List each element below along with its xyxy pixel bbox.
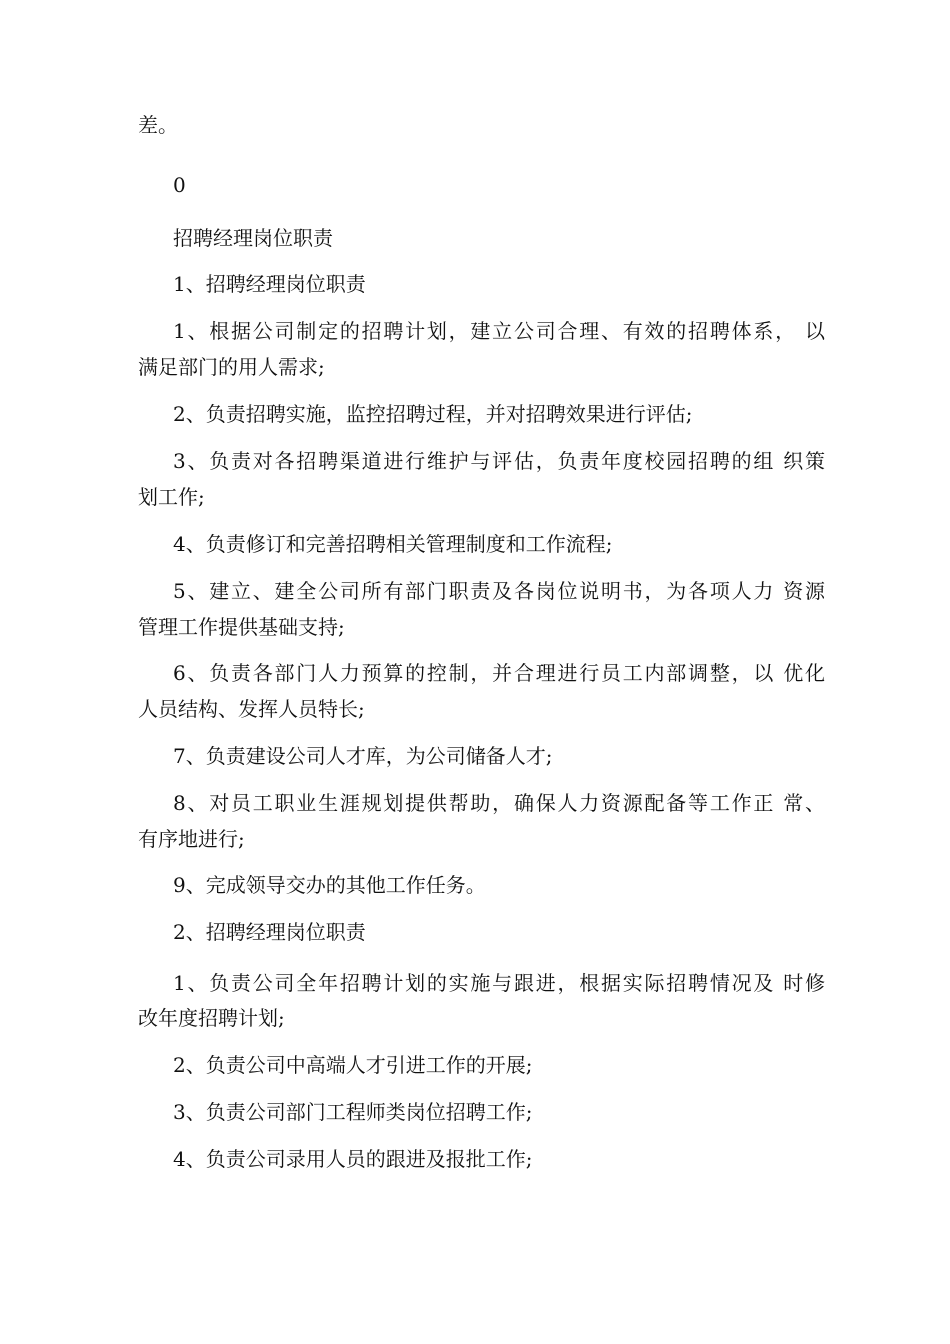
text-line: 9、完成领导交办的其他工作任务。 xyxy=(173,873,486,897)
subsection-heading: 2、招聘经理岗位职责 xyxy=(173,920,366,944)
text-line: 2、负责招聘实施，监控招聘过程，并对招聘效果进行评估; xyxy=(173,402,693,426)
text-line: 改年度招聘计划; xyxy=(138,1006,285,1030)
text-line: 管理工作提供基础支持; xyxy=(138,615,345,639)
text-line: 1、负责公司全年招聘计划的实施与跟进，根据实际招聘情况及 时修 xyxy=(173,971,825,995)
text-line: 划工作; xyxy=(138,485,205,509)
text-line: 人员结构、发挥人员特长; xyxy=(138,697,365,721)
text-line: 4、负责公司录用人员的跟进及报批工作; xyxy=(173,1147,533,1171)
text-line: 1、根据公司制定的招聘计划，建立公司合理、有效的招聘体系， 以 xyxy=(173,319,825,343)
text-line: 差。 xyxy=(138,113,178,137)
text-line: 满足部门的用人需求; xyxy=(138,355,325,379)
text-line: 0 xyxy=(173,173,186,197)
text-line: 有序地进行; xyxy=(138,827,245,851)
text-line: 8、对员工职业生涯规划提供帮助，确保人力资源配备等工作正 常、 xyxy=(173,791,825,815)
text-line: 3、负责公司部门工程师类岗位招聘工作; xyxy=(173,1100,533,1124)
text-line: 3、负责对各招聘渠道进行维护与评估，负责年度校园招聘的组 织策 xyxy=(173,449,825,473)
text-line: 6、负责各部门人力预算的控制，并合理进行员工内部调整，以 优化 xyxy=(173,661,825,685)
text-line: 5、建立、建全公司所有部门职责及各岗位说明书，为各项人力 资源 xyxy=(173,579,825,603)
subsection-heading: 1、招聘经理岗位职责 xyxy=(173,272,366,296)
text-line: 2、负责公司中高端人才引进工作的开展; xyxy=(173,1053,533,1077)
section-heading: 招聘经理岗位职责 xyxy=(173,226,333,250)
text-line: 7、负责建设公司人才库，为公司储备人才; xyxy=(173,744,553,768)
text-line: 4、负责修订和完善招聘相关管理制度和工作流程; xyxy=(173,532,613,556)
